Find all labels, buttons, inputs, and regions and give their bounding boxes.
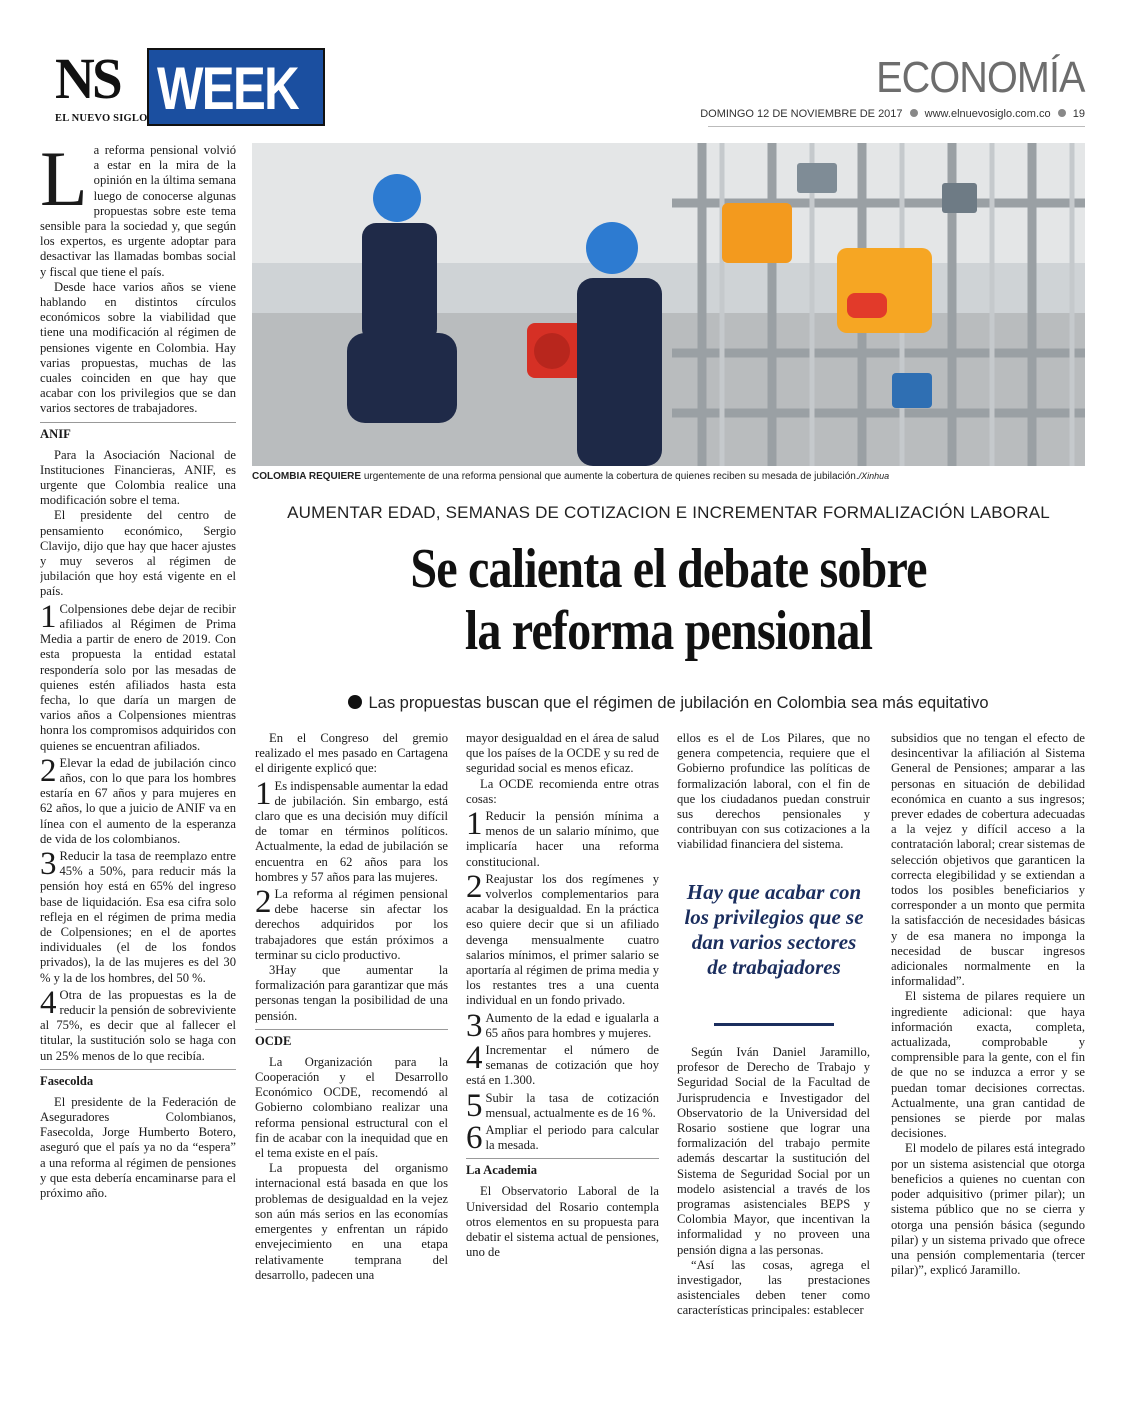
- bullet-icon: [348, 695, 362, 709]
- item-text: Colpensiones debe dejar de recibir afiliados al Régimen de Prima Media a partir de enero de 2019. Con esta propuesta la entidad estatal respondería solo por las mesadas de quienes estén afiliados hasta esta fecha, lo que daría un margen de varios años a Colpensiones mientras honra los compromisos adquiridos con quienes se encuentran afiliados.: [40, 601, 236, 753]
- website-link[interactable]: www.elnuevosiglo.com.co: [924, 108, 1051, 120]
- item-number: 4: [40, 984, 57, 1021]
- header-rule: [708, 126, 1085, 127]
- drop-cap: L: [40, 143, 88, 222]
- logo-ns: NS: [55, 46, 120, 111]
- item-number: 5: [466, 1087, 483, 1124]
- item-text: Otra de las propuestas es la de reducir la pensión de sobreviviente al 75%, es decir que al fallecer el titular, la sustitución solo se haga con un 25% menos de lo que recibía.: [40, 987, 236, 1063]
- item-text: Reajustar los dos regímenes y volverlos complementarios para acabar la desigualdad. En la práctica eso quiere decir que si un afiliado devenga mensualmente cuatro salarios mínimos, el primer salario se aportaría al régimen de prima media y los restantes tres a una cuenta individual en un fondo privado.: [466, 871, 659, 1008]
- subhead-fasecolda: Fasecolda: [40, 1069, 236, 1089]
- list-item: [466, 868, 659, 1009]
- paragraph: La Organización para la Cooperación y el Desarrollo Económico OCDE, recomendó al Gobierno colombiano realizar una reforma pensional estructural con el fin de acabar con la inequidad que en el tema existe en el país.: [255, 1054, 448, 1161]
- article-photo: [252, 143, 1085, 466]
- column-2: [255, 731, 448, 1366]
- paragraph: En el Congreso del gremio realizado el mes pasado en Cartagena el dirigente explicó que:: [255, 731, 448, 776]
- list-item: [40, 845, 236, 986]
- paragraph: El presidente del centro de pensamiento económico, Sergio Clavijo, dijo que hay que hacer ajustes y muy severos al régimen de jubilación que hoy está vigente en el país.: [40, 508, 236, 599]
- item-text: Subir la tasa de cotización mensual, actualmente es de 16 %.: [485, 1090, 659, 1120]
- column-4-continued: [677, 1045, 870, 1365]
- list-item: [40, 984, 236, 1064]
- item-number: 4: [466, 1040, 483, 1077]
- column-5: [891, 731, 1085, 1366]
- photo-credit: /Xinhua: [858, 471, 890, 481]
- logo-week: WEEK: [157, 55, 299, 122]
- column-3: [466, 731, 659, 1366]
- paragraph: “Así las cosas, agrega el investigador, las prestaciones asistenciales deben tener como características principales: establecer: [677, 1257, 870, 1318]
- list-item: [466, 1040, 659, 1089]
- item-number: 3: [466, 1007, 483, 1044]
- article-subtitle: [252, 694, 1085, 713]
- list-item: [466, 1087, 659, 1124]
- paragraph: Para la Asociación Nacional de Instituciones Financieras, ANIF, es urgente que Colombia realice una modificación sobre el tema.: [40, 447, 236, 508]
- paragraph: La OCDE recomienda entre otras cosas:: [466, 776, 659, 806]
- item-number: 1: [40, 598, 57, 635]
- separator-dot-icon: [1058, 109, 1066, 117]
- logo-week-box: [147, 48, 325, 126]
- paragraph: El presidente de la Federación de Aseguradores Colombianos, Fasecolda, Jorge Humberto Botero, aseguró que el país ya no da “espera” a una reforma al régimen de pensiones y que esta debería encaminarse para el próximo año.: [40, 1094, 236, 1200]
- paragraph: 3Hay que aumentar la formalización para garantizar que más personas tengan la posibilidad de una pensión.: [255, 963, 448, 1023]
- paragraph: ellos es el de Los Pilares, que no genera competencia, requiere que el Gobierno profundice las políticas de formalización laboral, con el fin de que los ciudadanos puedan construir sus derechos pensionales y contribuyan con sus cotizaciones a la viabilidad financiera del sistema.: [677, 731, 870, 852]
- caption-lead: COLOMBIA REQUIERE: [252, 471, 362, 482]
- dateline: [700, 108, 1085, 120]
- lead-paragraph: [40, 143, 236, 280]
- item-number: 3: [40, 845, 57, 882]
- paragraph: El sistema de pilares requiere un ingrediente adicional: que haya información exacta, completa, actualizada, comprobable y comprensible para la gente, con el fin de que no se induzca a error y se puedan tomar decisiones correctas. Actualmente, una gran cantidad de pensiones se pierde por malas decisiones.: [891, 989, 1085, 1141]
- list-item: [40, 752, 236, 847]
- item-text: Aumento de la edad e igualarla a 65 años para hombres y mujeres.: [485, 1010, 659, 1040]
- item-number: 1: [255, 775, 272, 812]
- caption-text: urgentemente de una reforma pensional que aumente la cobertura de quienes reciben su mesada de jubilación.: [361, 471, 859, 482]
- paragraph: Según Iván Daniel Jaramillo, profesor de Derecho de Trabajo y Seguridad Social de la Facultad de Jurisprudencia e Investigador del Observatorio de la Universidad del Rosario sostiene que lograr una formalización del trabajo permite además descartar la sustitución del Sistema de Seguridad Social por un modelo asistencial a través de los programas asistenciales BEPS y Colombia Mayor, que incentivan la informalidad y no proveen una pensión digna a las personas.: [677, 1045, 870, 1257]
- paragraph: El Observatorio Laboral de la Universidad del Rosario contempla otros elementos en su propuesta para debatir el sistema actual de pensiones, uno de: [466, 1184, 659, 1260]
- paragraph: La propuesta del organismo internacional está basada en que los problemas de desigualdad en la vejez son aún más serios en las economías emergentes y enfrentan un rápido envejecimiento en una etapa relativamente temprana del desarrollo, padecen una: [255, 1161, 448, 1282]
- page-number: 19: [1072, 108, 1085, 120]
- section-title: ECONOMÍA: [876, 53, 1085, 102]
- list-item: [40, 598, 236, 754]
- list-item: [255, 884, 448, 963]
- item-text: Es indispensable aumentar la edad de jubilación. Sin embargo, está claro que es una decisión muy difícil de tomar en términos políticos. Actualmente, la edad de jubilación se encuentra en 62 años para los hombres y 57 años para las mujeres.: [255, 778, 448, 884]
- paragraph: El modelo de pilares está integrado por un sistema asistencial que otorga beneficios a quienes no cuentan con poder adquisitivo (primer pilar); un sistema público que no se cierra y otorga una pensión básica (segundo pilar) y un sistema privado que ofrece una pensión complementaria (tercer pilar)”, explicó Jaramillo.: [891, 1141, 1085, 1278]
- photo-caption: [252, 471, 1085, 482]
- item-number: 2: [255, 884, 272, 921]
- headline-line-2: la reforma pensional: [464, 600, 873, 662]
- separator-dot-icon: [910, 109, 918, 117]
- headline-line-1: Se calienta el debate sobre: [410, 538, 927, 600]
- item-text: Reducir la tasa de reemplazo entre 45% a 50%, para reducir más la pensión hoy está en 65% del ingreso base de liquidación. Esa esa cifra solo refleja en el régimen de prima media de Colpensiones; en el de aportes individuales (el de los fondos privados), la de las mujeres es del 30 % y la de los hombres, del 50 %.: [40, 848, 236, 985]
- column-1: [40, 143, 236, 1358]
- pull-quote: Hay que acabar con los privilegios que se dan varios sectores de trabajadores: [684, 880, 864, 979]
- list-item: [466, 806, 659, 870]
- article-kicker: AUMENTAR EDAD, SEMANAS DE COTIZACION E INCREMENTAR FORMALIZACIÓN LABORAL: [287, 503, 1050, 522]
- pull-quote-rule: [714, 1023, 834, 1026]
- list-item: [466, 1007, 659, 1044]
- column-4: [677, 731, 870, 876]
- item-text: La reforma al régimen pensional debe hacerse sin afectar los derechos adquiridos por los trabajadores que están próximos a terminar su ciclo productivo.: [255, 887, 448, 962]
- article-headline: [252, 538, 1085, 662]
- item-number: 2: [40, 752, 57, 789]
- item-text: Elevar la edad de jubilación cinco años, con lo que para los hombres estaría en 67 años y para mujeres en 62 años, lo que a juicio de ANIF va en línea con el aumento de la esperanza de vida de los colombianos.: [40, 755, 236, 846]
- subhead-anif: ANIF: [40, 422, 236, 442]
- item-number: 6: [466, 1120, 483, 1157]
- item-number: 2: [466, 868, 483, 905]
- item-text: Incrementar el número de semanas de cotización que hoy está en 1.300.: [466, 1043, 659, 1088]
- lead-text: a reforma pensional volvió a estar en la mira de la opinión en la última semana luego de conocerse algunas propuestas sobre este tema sensible para la sociedad y, que según los expertos, es urgente adoptar para desactivar las llamadas bombas social y fiscal que tiene el país.: [40, 143, 236, 279]
- item-text: Reducir la pensión mínima a menos de un salario mínimo, que implicaría hacer una reforma constitucional.: [466, 809, 659, 869]
- factory-workers-illustration: [252, 143, 1085, 466]
- list-item: [255, 775, 448, 885]
- subtitle-text: Las propuestas buscan que el régimen de jubilación en Colombia sea más equitativo: [368, 694, 989, 712]
- logo-newspaper-name: EL NUEVO SIGLO: [55, 113, 148, 124]
- item-number: 1: [466, 806, 483, 843]
- item-text: Ampliar el periodo para calcular la mesada.: [485, 1123, 659, 1153]
- paragraph: Desde hace varios años se viene hablando en distintos círculos económicos sobre la viabilidad que tiene una modificación al régimen de pensiones vigente en Colombia. Hay varias propuestas, muchas de las cuales coinciden en que hay que acabar con los privilegios que se dan varios sectores de trabajadores.: [40, 279, 236, 416]
- paragraph: mayor desigualdad en el área de salud que los países de la OCDE y su red de seguridad social es menos eficaz.: [466, 731, 659, 776]
- subhead-ocde: OCDE: [255, 1029, 448, 1049]
- paragraph: subsidios que no tengan el efecto de desincentivar la afiliación al Sistema General de Pensiones; amparar a las personas en situación de debilidad económica en cuanto a sus ingresos; prever edades de cobertura adecuadas a la vejez y difícil acceso a la contratación laboral; crear sistemas de selección objetivos que garanticen la correcta elegibilidad y se extiendan a todos los posibles beneficiarios y corresponder a un monto que permita la satisfacción de necesidades básicas y de esa manera no imponga la necesidad de buscar ingresos adicionales normalmente en la informalidad”.: [891, 731, 1085, 989]
- list-item: [466, 1120, 659, 1157]
- subhead-academia: La Academia: [466, 1158, 659, 1178]
- issue-date: DOMINGO 12 DE NOVIEMBRE DE 2017: [700, 108, 903, 120]
